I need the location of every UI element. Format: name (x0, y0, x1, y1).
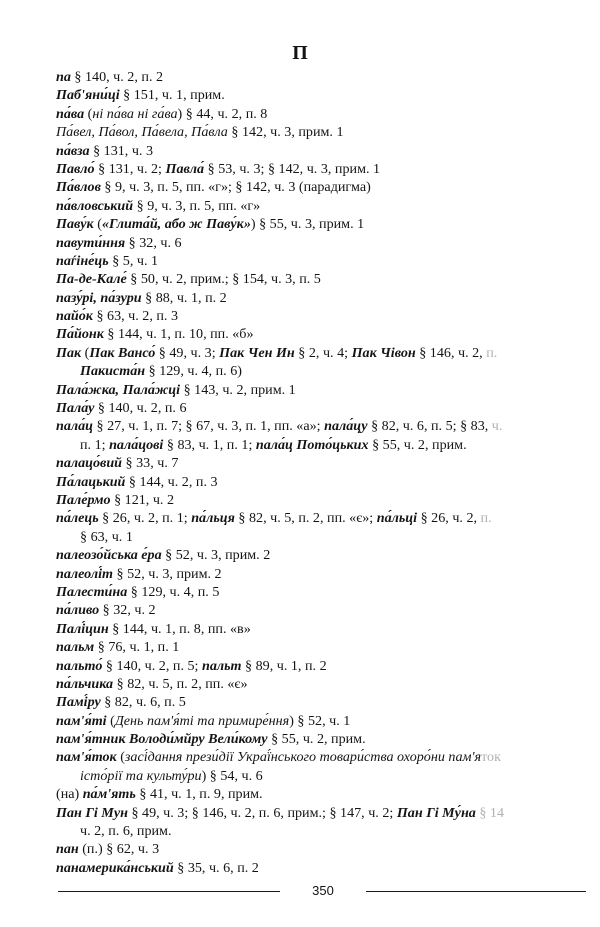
reference-text: § 50, ч. 2, прим.; § 154, ч. 3, п. 5 (126, 271, 321, 288)
headword: Пале́рмо (56, 491, 111, 508)
faded-text: ток (481, 749, 501, 766)
headword: пайо́к (56, 308, 93, 325)
headword: Па́влов (56, 179, 101, 196)
headword: Пак Вансо́ (89, 344, 156, 361)
reference-text: § 9, ч. 3, п. 5, пп. «г» (133, 197, 261, 214)
reference-text: § 32, ч. 6 (125, 234, 182, 251)
reference-text: § 89, ч. 1, п. 2 (241, 657, 327, 674)
reference-text: § 53, ч. 3; § 142, ч. 3, прим. 1 (204, 160, 381, 177)
index-entry (56, 859, 586, 877)
headword: па́льця (191, 510, 235, 527)
index-entry (56, 565, 586, 583)
index-entry (56, 215, 586, 233)
reference-text: § 26, ч. 2, (417, 510, 481, 527)
reference-text: ( (84, 105, 93, 122)
index-entry (56, 178, 586, 196)
headword: Палі́цин (56, 620, 109, 637)
reference-text: § 2, ч. 4; (294, 344, 352, 361)
index-entry (56, 657, 586, 675)
reference-text: § 129, ч. 4, п. 5 (127, 583, 220, 600)
reference-text: § 55, ч. 2, прим. (368, 436, 467, 453)
headword: па́вловський (56, 197, 134, 214)
footer-rule-right (366, 891, 586, 892)
reference-text: § 143, ч. 2, прим. 1 (180, 381, 296, 398)
reference-text: § 32, ч. 2 (99, 602, 156, 619)
headword: Пакиста́н (80, 363, 146, 380)
index-entry (56, 730, 586, 748)
headword: па́льчика (56, 675, 114, 692)
faded-text: § 14 (475, 804, 504, 821)
section-letter-heading: П (292, 42, 308, 64)
index-entry (56, 620, 586, 638)
reference-text: § 144, ч. 1, п. 10, пп. «б» (103, 326, 254, 343)
faded-text: п. (486, 344, 498, 361)
headword: па́ва (56, 105, 85, 122)
headword: пам'я́тник Володи́мйру Вели́кому (56, 731, 268, 748)
reference-text: § 83, ч. 1, п. 1; (163, 436, 256, 453)
headword: павути́ння (56, 234, 126, 251)
headword: па́льці (376, 510, 418, 527)
index-entry (56, 583, 586, 601)
reference-text: § 63, ч. 2, п. 3 (92, 308, 179, 325)
index-entry (56, 381, 586, 399)
reference-text: ) § 44, ч. 2, п. 8 (177, 105, 268, 122)
headword: Па́лацький (56, 473, 126, 490)
italic-text: День пам'я́ті та примире́ння (114, 712, 290, 729)
index-entry (56, 638, 586, 656)
index-entry (56, 840, 586, 858)
index-entry (56, 160, 586, 178)
faded-text: п. (480, 510, 492, 527)
index-entry (56, 105, 586, 123)
reference-text: § 146, ч. 2, (415, 344, 487, 361)
index-entry-continuation (56, 436, 586, 454)
footer-rule-left (58, 891, 280, 892)
headword: пала́цові (109, 436, 164, 453)
index-entry (56, 307, 586, 325)
index-entry (56, 693, 586, 711)
reference-text: § 140, ч. 2, п. 2 (70, 69, 164, 85)
reference-text: § 82, ч. 6, п. 5; § 83, (367, 418, 492, 435)
italic-text: ні па́ва ні га́ва (92, 105, 178, 122)
reference-text: ( (93, 216, 102, 233)
index-entry-continuation (56, 362, 586, 380)
index-entry (56, 289, 586, 307)
index-entry (56, 142, 586, 160)
index-entry-continuation (56, 767, 586, 785)
reference-text: § 52, ч. 3, прим. 2 (113, 565, 222, 582)
headword: Пак Чен Ин (219, 344, 295, 361)
headword: пам'я́ті (56, 712, 107, 729)
index-entry (56, 785, 586, 803)
headword: Павла́ (165, 160, 205, 177)
headword: пальм (56, 639, 95, 656)
reference-text: § 131, ч. 2; (94, 160, 166, 177)
headword: пазу́рі, па́зури (56, 289, 142, 306)
reference-text: § 82, ч. 5, п. 2, пп. «є»; (234, 510, 377, 527)
reference-text: § 129, ч. 4, п. 6) (145, 363, 242, 380)
index-entry (56, 454, 586, 472)
reference-text: § 142, ч. 3, прим. 1 (227, 124, 344, 141)
reference-text: § 140, ч. 2, п. 6 (94, 400, 187, 417)
italic-text: Па́вел, Па́вол, Па́вела, Па́вла (56, 124, 228, 141)
reference-text: § 88, ч. 1, п. 2 (141, 289, 227, 306)
index-entry (56, 417, 586, 435)
index-entry (56, 270, 586, 288)
reference-text: § 55, ч. 2, прим. (267, 731, 366, 748)
headword: палеозо́йська е́ра (56, 547, 162, 564)
index-entry (56, 712, 586, 730)
index-entry (56, 675, 586, 693)
index-entry (56, 344, 586, 362)
index-entry (56, 325, 586, 343)
index-entry (56, 473, 586, 491)
reference-text: ( (81, 344, 90, 361)
headword: пала́ц Пото́цьких (255, 436, 369, 453)
headword: Пан Гі Мун (56, 804, 128, 821)
headword: Па-де-Кале́ (56, 271, 127, 288)
index-entry (56, 546, 586, 564)
headword: Паб'яни́ці (56, 87, 120, 104)
faded-text: ч. (491, 418, 503, 435)
headword: палацо́вий (56, 455, 123, 472)
reference-text: § 35, ч. 6, п. 2 (173, 859, 259, 876)
index-entry (56, 123, 586, 141)
reference-text: ( (106, 712, 115, 729)
headword: Пак (56, 344, 82, 361)
headword: пала́ц (56, 418, 94, 435)
reference-text: § 26, ч. 2, п. 1; (98, 510, 192, 527)
headword: панамерика́нський (56, 859, 174, 876)
reference-text: ч. 2, п. 6, прим. (80, 823, 172, 840)
reference-text: § 140, ч. 2, п. 5; (102, 657, 202, 674)
page-number: 350 (312, 883, 334, 898)
headword: Пан Гі Му́на (396, 804, 476, 821)
italic-text: засі́дання прези́дії Украї́нського товари́ства охоро́ни пам'я (124, 749, 482, 766)
index-entry-continuation (56, 528, 586, 546)
reference-text: ( (116, 749, 125, 766)
headword: пальто́ (56, 657, 103, 674)
headword: паѓіне́ць (56, 252, 109, 269)
reference-text: § 144, ч. 1, п. 8, пп. «в» (108, 620, 251, 637)
reference-text: § 52, ч. 3, прим. 2 (161, 547, 271, 564)
reference-text: ) § 55, ч. 3, прим. 1 (250, 216, 365, 233)
index-entry (56, 234, 586, 252)
headword: Палести́на (56, 583, 128, 600)
reference-text: ) § 52, ч. 1 (289, 712, 351, 729)
headword: Паву́к (56, 216, 94, 233)
reference-text: § 151, ч. 1, прим. (119, 87, 225, 104)
reference-text: § 27, ч. 1, п. 7; § 67, ч. 3, п. 1, пп. «а»; (93, 418, 325, 435)
italic-text: істо́рії та культу́ри (80, 767, 202, 784)
reference-text: § 121, ч. 2 (110, 491, 175, 508)
page-footer (58, 880, 586, 904)
index-entry (56, 804, 586, 822)
headword: Па́йонк (56, 326, 104, 343)
reference-text: п. 1; (80, 436, 110, 453)
index-entry (56, 491, 586, 509)
headword: пан (56, 841, 79, 858)
reference-text: § 82, ч. 6, п. 5 (100, 694, 186, 711)
headword: пальт (201, 657, 242, 674)
reference-text: § 33, ч. 7 (122, 455, 179, 472)
reference-text: § 131, ч. 3 (89, 142, 154, 159)
reference-text: § 49, ч. 3; (155, 344, 220, 361)
headword: па (56, 69, 71, 85)
reference-text: § 9, ч. 3, п. 5, пп. «г»; § 142, ч. 3 (парадигма) (100, 179, 371, 196)
reference-text: (на) (56, 786, 83, 803)
reference-text: § 82, ч. 5, п. 2, пп. «є» (113, 675, 248, 692)
headword: Пак Чівон (351, 344, 416, 361)
headword: па́м'ять (82, 786, 136, 803)
index-entry (56, 68, 586, 86)
index-entry (56, 197, 586, 215)
headword: пам'я́ток (56, 749, 117, 766)
headword: Павло́ (56, 160, 95, 177)
reference-text: (п.) § 62, ч. 3 (78, 841, 160, 858)
reference-text: § 63, ч. 1 (80, 528, 133, 545)
headword: Пала́жка, Пала́жці (56, 381, 181, 398)
headword: Памі́ру (56, 694, 101, 711)
reference-text: § 76, ч. 1, п. 1 (94, 639, 180, 656)
index-entry (56, 252, 586, 270)
index-entry (56, 601, 586, 619)
index-entry (56, 86, 586, 104)
headword: па́лець (56, 510, 99, 527)
index-entries (56, 68, 586, 877)
reference-text: § 144, ч. 2, п. 3 (125, 473, 218, 490)
reference-text: § 5, ч. 1 (108, 252, 159, 269)
index-entry (56, 509, 586, 527)
headword: пала́цу (324, 418, 368, 435)
reference-text: ) § 54, ч. 6 (201, 767, 263, 784)
headword: Пала́у (56, 400, 95, 417)
headword: палеолі́т (56, 565, 113, 582)
headword: па́вза (56, 142, 90, 159)
reference-text: § 41, ч. 1, п. 9, прим. (135, 786, 263, 803)
headword: па́ливо (56, 602, 100, 619)
index-entry (56, 748, 586, 766)
index-entry (56, 399, 586, 417)
index-entry-continuation (56, 822, 586, 840)
reference-text: § 49, ч. 3; § 146, ч. 2, п. 6, прим.; § 147, ч. 2; (127, 804, 397, 821)
headword: «Глита́й, або ж Паву́к» (101, 216, 251, 233)
